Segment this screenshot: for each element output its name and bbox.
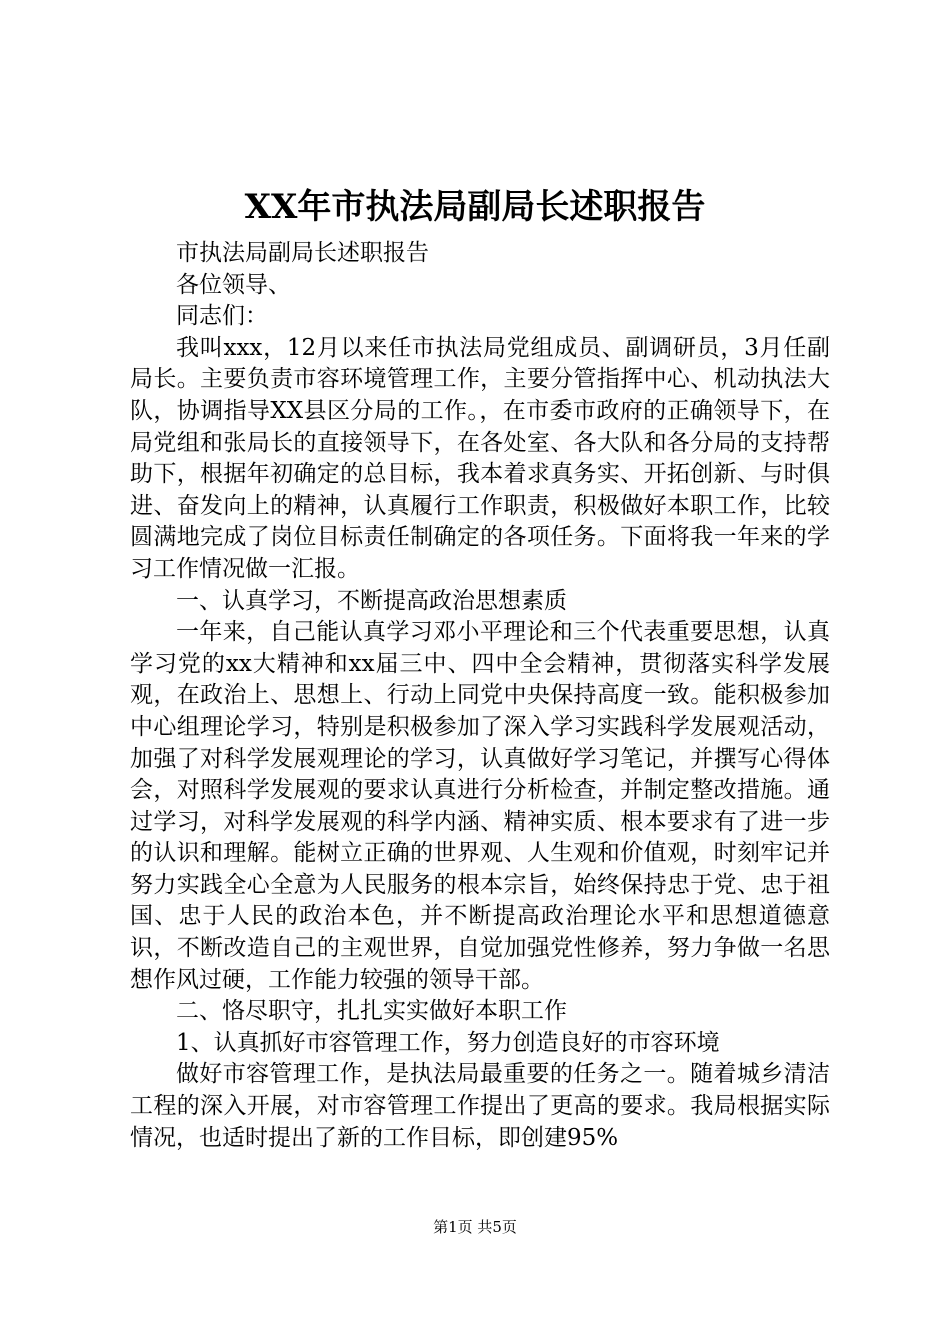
section-heading-1: 一、认真学习，不断提高政治思想素质 (176, 587, 567, 614)
document-title: XX年市执法局副局长述职报告 (244, 187, 706, 227)
page-footer (0, 1216, 950, 1238)
document-body (130, 238, 830, 1154)
paragraph-section-1: 一年来，自己能认真学习邓小平理论和三个代表重要思想，认真学习党的xx大精神和xx届三中、四中全会精神，贯彻落实科学发展观，在政治上、思想上、行动上同党中央保持高度一致。能积极参加中心组理论学习，特别是积极参加了深入学习实践科学发展观活动，加强了对科学发展观理论的学习，认真做好学习笔记，并撰写心得体会，对照科学发展观的要求认真进行分析检查，并制定整改措施。通过学习，对科学发展观的科学内涵、精神实质、根本要求有了进一步的认识和理解。能树立正确的世界观、人生观和价值观，时刻牢记并努力实践全心全意为人民服务的根本宗旨，始终保持忠于党、忠于祖国、忠于人民的政治本色，并不断提高政治理论水平和思想道德意识，不断改造自己的主观世界，自觉加强党性修养，努力争做一名思想作风过硬，工作能力较强的领导干部。 (130, 619, 830, 993)
page-total: 共5页 (477, 1218, 517, 1236)
section-heading-2: 二、恪尽职守，扎扎实实做好本职工作 (176, 998, 567, 1025)
paragraph-salutation-1: 各位领导、 (176, 271, 291, 298)
paragraph-salutation-2: 同志们： (176, 303, 268, 330)
paragraph-intro: 我叫xxx，12月以来任市执法局党组成员、副调研员，3月任副局长。主要负责市容环境管理工作，主要分管指挥中心、机动执法大队，协调指导XX县区分局的工作。，在市委市政府的正确领导下，在局党组和张局长的直接领导下，在各处室、各大队和各分局的支持帮助下，根据年初确定的总目标，我本着求真务实、开拓创新、与时俱进、奋发向上的精神，认真履行工作职责，积极做好本职工作，比较圆满地完成了岗位目标责任制确定的各项任务。下面将我一年来的学习工作情况做一汇报。 (130, 334, 830, 582)
subsection-heading-1: 1、认真抓好市容管理工作，努力创造良好的市容环境 (176, 1029, 720, 1056)
paragraph-subsection-1: 做好市容管理工作，是执法局最重要的任务之一。随着城乡清洁工程的深入开展，对市容管理工作提出了更高的要求。我局根据实际情况，也适时提出了新的工作目标，即创建95% (130, 1061, 830, 1151)
page-number: 第1页 (433, 1218, 473, 1236)
paragraph-subtitle: 市执法局副局长述职报告 (176, 240, 429, 266)
